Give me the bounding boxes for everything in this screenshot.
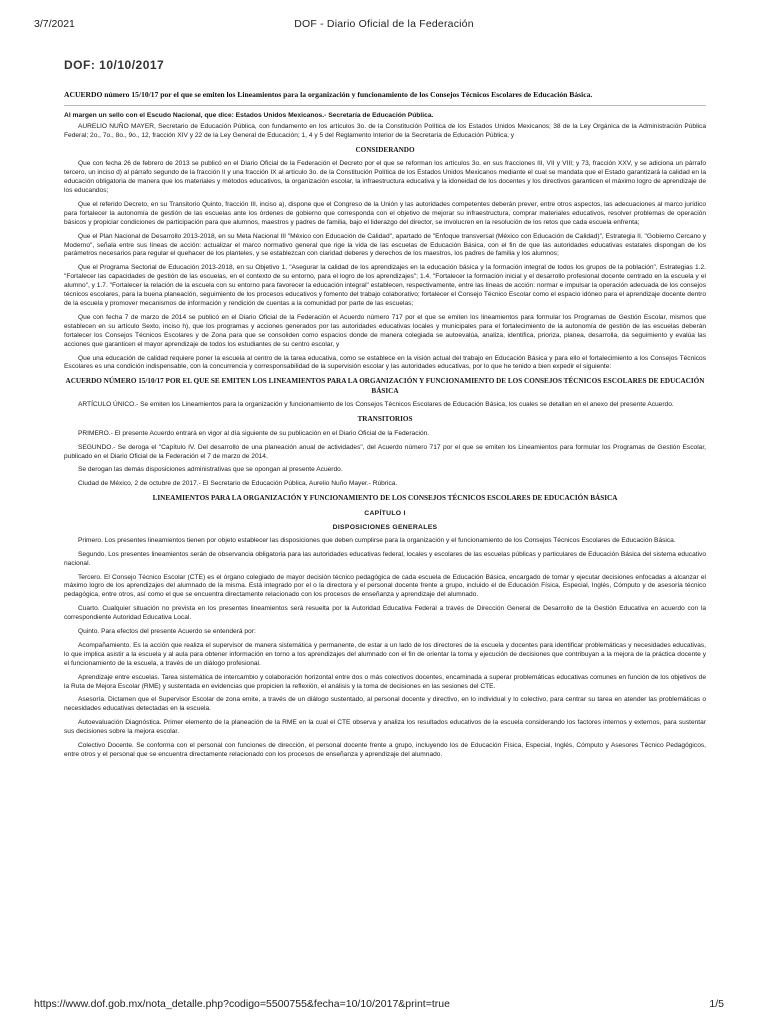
considerando-paragraph: Que con fecha 26 de febrero de 2013 se publicó en el Diario Oficial de la Federación el Decreto por el que se reforman los artículos 3o. en sus fracciones III, VII y VIII; y 73, fracción XXV, y se adiciona un párrafo tercero, un inciso d) al párrafo segundo de la fracción II y una fracción IX al artículo 3o. de la Constitución Política de los Estados Unidos Mexicanos mediante el cual se mandata que el Estado garantizará la calidad en la educación obligatoria de manera que los materiales y métodos educativos, la organización escolar, la infraestructura educativa y la idoneidad de los docentes y los directivos garanticen el máximo logro de aprendizaje de los educandos;	[64, 160, 706, 195]
considerando-paragraph: Que una educación de calidad requiere poner la escuela al centro de la tarea educativa, como se establece en la visión actual del trabajo en Educación Básica y para ello el fortalecimiento a los Consejos Técnicos Escolares es una condición indispensable, con la concurrencia y corresponsabilidad de la supervisión escolar y las autoridades educativas, por lo que he tenido a bien expedir el siguiente:	[64, 354, 706, 371]
considerando-paragraph: Que con fecha 7 de marzo de 2014 se publicó en el Diario Oficial de la Federación el Acuerdo número 717 por el que se emiten los lineamientos para formular los Programas de Gestión Escolar, mismos que establecen en su artículo Sexto, inciso h), que los programas y acciones generados por las autoridades educativas locales y municipales para el fortalecimiento de la autonomía de gestión de las escuelas deberán fortalecer los Consejos Técnicos Escolares y de Zona para que se consoliden como espacios donde de manera colegiada se autoevalúa, analiza, identifica, prioriza, planea, desarrolla, da seguimiento y evalúa las acciones que garanticen el mayor aprendizaje de todos los estudiantes de su centro escolar, y	[64, 313, 706, 348]
articulo-paragraph: Primero. Los presentes lineamientos tienen por objeto establecer las disposiciones que deben cumplirse para la organización y el funcionamiento de los Consejos Técnicos Escolares de Educación Básica.	[78, 536, 676, 544]
page-number: 1/5	[709, 998, 724, 1010]
seal-text: Al margen un sello con el Escudo Nacional, que dice: Estados Unidos Mexicanos.- Secretaría de Educación Pública.	[64, 112, 434, 119]
acuerdo-heading: ACUERDO NÚMERO 15/10/17 POR EL QUE SE EMITEN LOS LINEAMIENTOS PARA LA ORGANIZACIÓN Y FUNCIONAMIENTO DE LOS CONSEJOS TÉCNICOS ESCOLARES DE EDUCACIÓN BÁSICA	[65, 377, 705, 395]
articulo-paragraph: Quinto. Para efectos del presente Acuerdo se entenderá por:	[78, 628, 256, 636]
transitorio-paragraph: SEGUNDO.- Se deroga el "Capítulo IV. Del desarrollo de una planeación anual de actividades", del Acuerdo número 717 por el que se emiten los Lineamientos para formular los Programas de Gestión Escolar, publicado en el Diario Oficial de la Federación el 7 de marzo de 2014.	[64, 443, 706, 460]
considerando-paragraph: Que el Programa Sectorial de Educación 2013-2018, en su Objetivo 1. "Asegurar la calidad de los aprendizajes en la educación básica y la formación integral de todos los grupos de la población", Estrategias 1.2. "Fortalecer las capacidades de gestión de las escuelas, en el contexto de su entorno, para el logro de los aprendizajes"; 1.4. "Fortalecer la formación inicial y el desarrollo profesional docente centrado en la escuela y el alumno", y 1.7. "Fortalecer la relación de la escuela con su entorno para favorecer la educación integral" establecen, respectivamente, entre las líneas de acción: normar e impulsar la operación adecuada de los consejos técnicos escolares, para la buena planeación, seguimiento de los procesos educativos y fomento del trabajo colaborativo; fortalecer el Consejo Técnico Escolar como el espacio idóneo para el aprendizaje docente dentro de la escuela y promover mecanismos de información y rendición de cuentas a la comunidad por parte de las escuelas;	[64, 264, 706, 307]
considerando-paragraph: Que el Plan Nacional de Desarrollo 2013-2018, en su Meta Nacional III "México con Educación de Calidad", apartado de "Enfoque transversal (México con Educación de Calidad)", Estrategia II. "Gobierno Cercano y Moderno", señala entre sus líneas de acción: actualizar el marco normativo general que rige la vida de las escuelas de Educación Básica, con el fin de que las autoridades educativas estatales dispongan de los parámetros necesarios para regular el quehacer de los planteles, y se establezcan con claridad deberes y derechos de los maestros, los padres de familia y los alumnos;	[64, 232, 706, 258]
definition-paragraph: Aprendizaje entre escuelas. Tarea sistemática de intercambio y colaboración horizontal entre dos o más colectivos docentes, encaminada a superar problemáticas educativas comunes en función de los objetivos de la Ruta de Mejora Escolar (RME) y sustentada en evidencias que propicien la reflexión, el análisis y la toma de decisiones en las sesiones del CTE.	[64, 673, 706, 690]
chapter-heading: CAPÍTULO I	[364, 509, 406, 517]
document-body	[64, 50, 706, 982]
articulo-paragraph: Cuarto. Cualquier situación no prevista en los presentes lineamientos será resuelta por la Autoridad Educativa Federal a través de Dirección General de Desarrollo de la Gestión Educativa en acuerdo con la correspondiente Autoridad Educativa Local.	[64, 605, 706, 622]
print-footer	[0, 994, 768, 1016]
disposiciones-heading: DISPOSICIONES GENERALES	[332, 523, 438, 531]
intro-paragraph: AURELIO NUÑO MAYER, Secretario de Educación Pública, con fundamento en los artículos 3o. de la Constitución Política de los Estados Unidos Mexicanos; 38 de la Ley Orgánica de la Administración Pública Federal; 2o., 7o., 8o., 9o., 12, fracción XIV y 22 de la Ley General de Educación; 1, 4 y 5 del Reglamento Interior de la Secretaría de Educación Pública, y	[64, 123, 706, 139]
print-date: 3/7/2021	[34, 18, 75, 30]
articulo-unico: ARTÍCULO ÚNICO.- Se emiten los Lineamientos para la organización y funcionamiento de los Consejos Técnicos Escolares de Educación Básica, los cuales se detallan en el anexo del presente Acuerdo.	[78, 401, 674, 409]
transitorio-paragraph: PRIMERO.- El presente Acuerdo entrará en vigor al día siguiente de su publicación en el Diario Oficial de la Federación.	[78, 429, 430, 437]
acuerdo-title: ACUERDO número 15/10/17 por el que se emiten los Lineamientos para la organización y funcionamiento de los Consejos Técnicos Escolares de Educación Básica.	[64, 90, 593, 99]
considerando-paragraph: Que el referido Decreto, en su Transitorio Quinto, fracción III, inciso a), dispone que el Congreso de la Unión y las autoridades competentes deberán prever, entre otros aspectos, las adecuaciones al marco jurídico para fortalecer la autonomía de gestión de las escuelas ante los órdenes de gobierno que corresponda con el objetivo de mejorar su infraestructura, comprar materiales educativos, resolver problemas de operación básicos y propiciar condiciones de participación para que alumnos, maestros y padres de familia, bajo el liderazgo del director, se involucren en la resolución de los retos que cada escuela enfrenta;	[64, 200, 706, 226]
definition-paragraph: Colectivo Docente. Se conforma con el personal con funciones de dirección, el personal docente frente a grupo, incluyendo los de Educación Física, Especial, Inglés, Cómputo y Asesores Técnico Pedagógicos, entre otros y el personal que se encuentra directamente relacionado con los procesos de enseñanza y aprendizaje del alumnado.	[64, 742, 706, 758]
definition-paragraph: Autoevaluación Diagnóstica. Primer elemento de la planeación de la RME en la cual el CTE observa y analiza los resultados educativos de la escuela considerando los factores internos y externos, para sustentar sus decisiones sobre la mejora escolar.	[64, 719, 706, 736]
signature-line: Ciudad de México, 2 de octubre de 2017.- El Secretario de Educación Pública, Aurelio Nuño Mayer.- Rúbrica.	[78, 480, 398, 488]
transitorios-heading: TRANSITORIOS	[357, 415, 413, 424]
dof-date: DOF: 10/10/2017	[64, 58, 165, 72]
definition-paragraph: Asesoría. Dictamen que el Supervisor Escolar de zona emite, a través de un diálogo sustentado, al personal docente y directivo, en lo individual y lo colectivo, para centrar su tarea en atender las problemáticas o necesidades educativas detectadas en la escuela.	[64, 696, 706, 713]
lineamientos-heading: LINEAMIENTOS PARA LA ORGANIZACIÓN Y FUNCIONAMIENTO DE LOS CONSEJOS TÉCNICOS ESCOLARES DE EDUCACIÓN BÁSICA	[152, 494, 618, 503]
definition-paragraph: Acompañamiento. Es la acción que realiza el supervisor de manera sistemática y permanente, de estar a un lado de los directores de la escuela y docentes para identificar problemáticas y necesidades educativas, lo que implica asistir a la escuela y al aula para obtener información en torno a los aprendizajes del alumnado con el fin de orientar la toma y ejecución de decisiones que contribuyan a la mejora de la práctica docente y el funcionamiento de la escuela, a través de un diálogo profesional.	[64, 641, 706, 667]
print-header	[0, 12, 768, 32]
articulo-paragraph: Segundo. Los presentes lineamientos serán de observancia obligatoria para las autoridades educativas federal, locales y escolares de las escuelas públicas y particulares de Educación Básica del sistema educativo nacional.	[64, 550, 706, 567]
print-title: DOF - Diario Oficial de la Federación	[294, 18, 474, 30]
articulo-paragraph: Tercero. El Consejo Técnico Escolar (CTE) es el órgano colegiado de mayor decisión técnico pedagógica de cada escuela de Educación Básica, encargado de tomar y ejecutar decisiones enfocadas a alcanzar el máximo logro de los aprendizajes del alumnado de la misma. Está integrado por el o la directora y el personal docente frente a grupo, incluido el de Educación Física, Especial, Inglés, Cómputo y de asesoría técnico pedagógica, entre otros, así como el que se encuentra directamente relacionado con los procesos de enseñanza y aprendizaje del alumnado.	[64, 573, 706, 599]
transitorio-paragraph: Se derogan las demás disposiciones administrativas que se opongan al presente Acuerdo.	[78, 466, 343, 474]
considerando-heading: CONSIDERANDO	[355, 145, 415, 154]
divider	[64, 105, 706, 106]
page-url-link[interactable]: https://www.dof.gob.mx/nota_detalle.php?codigo=5500755&fecha=10/10/2017&print=true	[34, 998, 450, 1010]
